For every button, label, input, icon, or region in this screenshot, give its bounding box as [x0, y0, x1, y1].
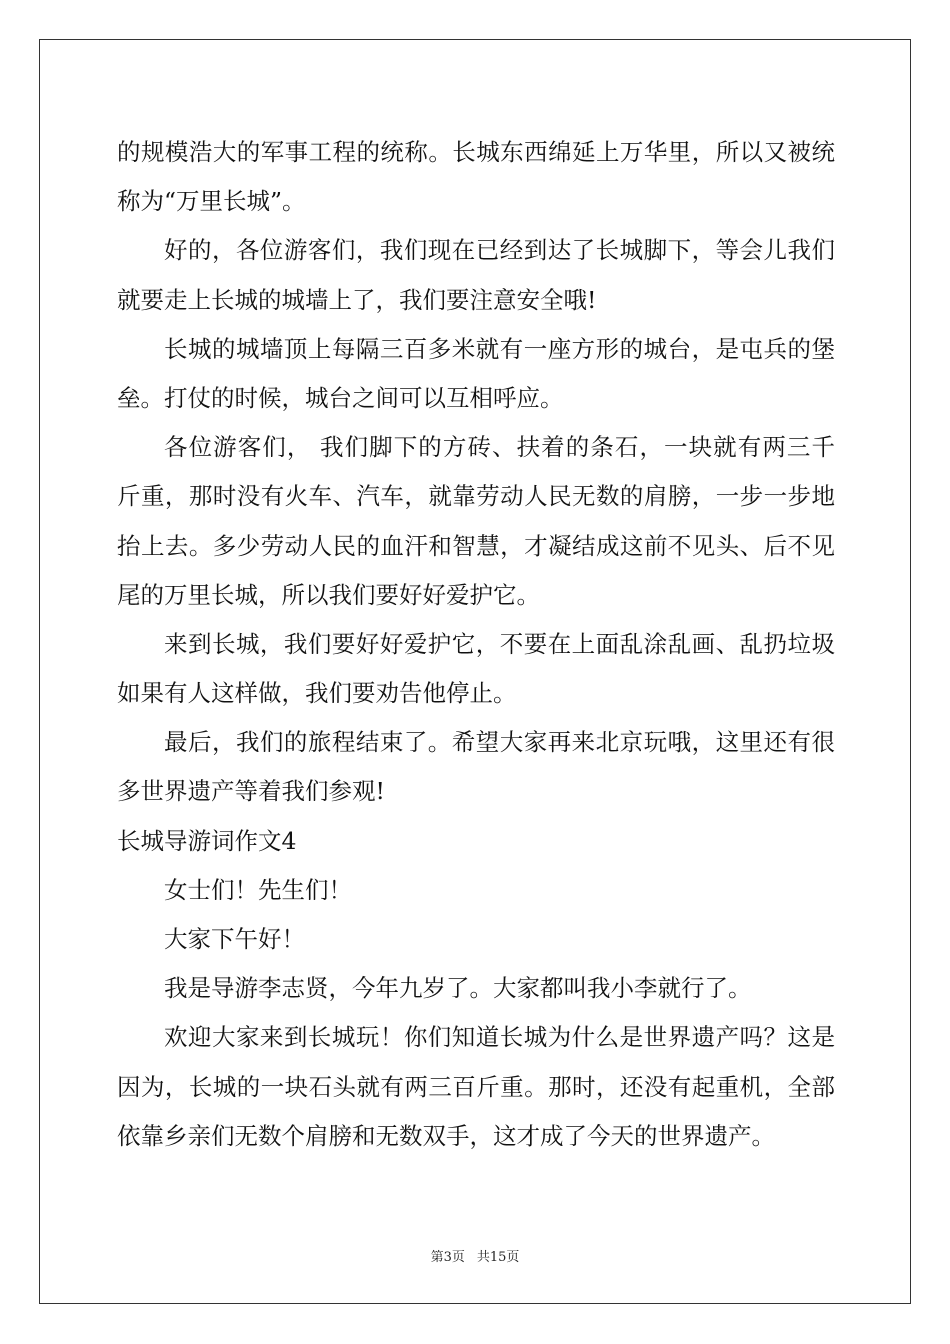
document-body: [117, 128, 835, 1161]
paragraph-line: 最后，我们的旅程结束了。希望大家再来北京玩哦，这里还有很: [164, 728, 835, 757]
paragraph-line: 女士们！先生们！: [164, 875, 352, 904]
paragraph-line: 称为“万里长城”。: [117, 187, 306, 216]
paragraph-line: 斤重，那时没有火车、汽车，就靠劳动人民无数的肩膀，一步一步地: [117, 482, 835, 511]
paragraph-line: 抬上去。多少劳动人民的血汗和智慧，才凝结成这前不见头、后不见: [117, 531, 835, 560]
paragraph-line: 尾的万里长城，所以我们要好好爱护它。: [117, 580, 540, 609]
paragraph-line: 欢迎大家来到长城玩！你们知道长城为什么是世界遗产吗？这是: [164, 1023, 835, 1052]
paragraph-line: 如果有人这样做，我们要劝告他停止。: [117, 679, 517, 708]
paragraph-line: 各位游客们， 我们脚下的方砖、扶着的条石，一块就有两三千: [164, 433, 835, 462]
paragraph-line: 我是导游李志贤，今年九岁了。大家都叫我小李就行了。: [164, 974, 752, 1003]
paragraph-line: 因为，长城的一块石头就有两三百斤重。那时，还没有起重机，全部: [117, 1072, 835, 1101]
paragraph-line: 就要走上长城的城墙上了，我们要注意安全哦!: [117, 285, 597, 314]
paragraph-line: 依靠乡亲们无数个肩膀和无数双手，这才成了今天的世界遗产。: [117, 1121, 775, 1150]
page-total: 共15页: [476, 1250, 520, 1265]
paragraph-line: 长城的城墙顶上每隔三百多米就有一座方形的城台，是屯兵的堡: [164, 334, 835, 363]
section-title: 长城导游词作文4: [117, 826, 297, 855]
paragraph-line: 大家下午好！: [164, 925, 305, 953]
paragraph-line: 垒。打仗的时候，城台之间可以互相呼应。: [117, 383, 564, 412]
page-number: 第3页: [430, 1250, 465, 1265]
paragraph-line: 多世界遗产等着我们参观!: [117, 777, 385, 806]
paragraph-line: 的规模浩大的军事工程的统称。长城东西绵延上万华里，所以又被统: [117, 138, 835, 166]
paragraph-line: 好的，各位游客们，我们现在已经到达了长城脚下，等会儿我们: [164, 236, 835, 265]
paragraph-line: 来到长城，我们要好好爱护它，不要在上面乱涂乱画、乱扔垃圾: [164, 629, 835, 658]
page-footer: [0, 1246, 950, 1265]
